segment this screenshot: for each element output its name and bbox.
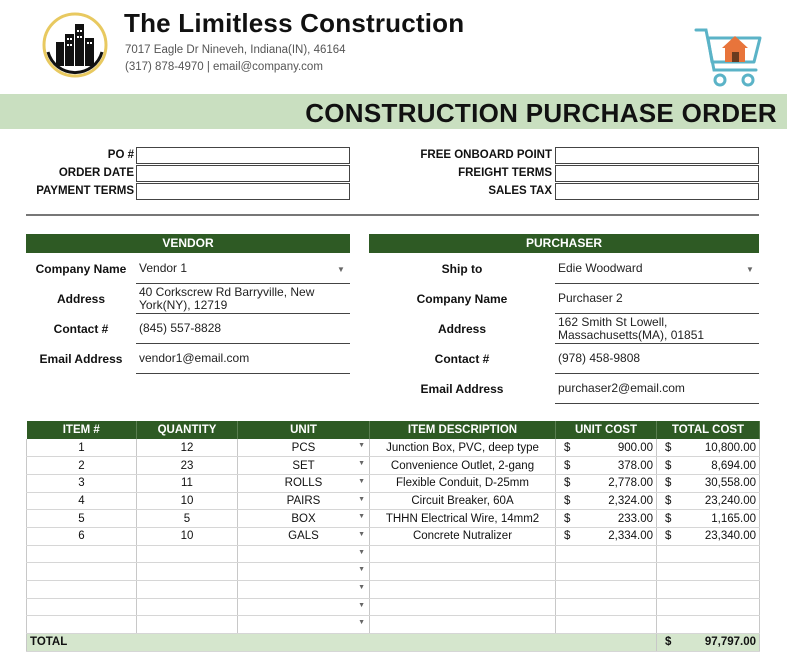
vendor-email-label: Email Address (39, 352, 123, 366)
item-quantity[interactable]: 10 (137, 527, 238, 545)
item-number[interactable] (27, 545, 137, 563)
company-address: 7017 Eagle Dr Nineveh, Indiana(IN), 46164 (125, 44, 346, 56)
item-unit-select[interactable] (238, 510, 370, 528)
item-unit-select[interactable] (238, 545, 370, 563)
item-quantity[interactable]: 5 (137, 510, 238, 528)
currency-symbol: $ (564, 441, 571, 454)
purchaser-contact-field[interactable]: (978) 458-9808 (555, 344, 759, 374)
dropdown-arrow-icon[interactable]: ▼ (358, 530, 365, 538)
items-table (26, 421, 760, 652)
dropdown-arrow-icon[interactable]: ▼ (358, 548, 365, 556)
table-row (27, 510, 760, 528)
item-total-cost-cell[interactable] (657, 474, 760, 492)
dropdown-arrow-icon[interactable]: ▼ (358, 460, 365, 468)
item-total-cost-cell[interactable] (657, 581, 760, 599)
item-number[interactable] (27, 581, 137, 599)
vendor-email-field[interactable]: vendor1@email.com (136, 344, 350, 374)
item-unit-cost-cell[interactable] (556, 616, 657, 634)
col-header-quantity: QUANTITY (137, 421, 238, 439)
item-number[interactable]: 3 (27, 474, 137, 492)
item-description[interactable] (370, 616, 556, 634)
item-unit-select[interactable] (238, 492, 370, 510)
vendor-address-field[interactable]: 40 Corkscrew Rd Barryville, New York(NY), 12719 (136, 284, 350, 314)
item-unit-select[interactable] (238, 581, 370, 599)
company-name: The Limitless Construction (124, 8, 465, 38)
purchaser-ship-to-select[interactable]: Edie Woodward (555, 254, 759, 284)
item-unit-cost: 2,778.00 (608, 477, 653, 490)
free-onboard-point-label: FREE ONBOARD POINT (420, 149, 552, 161)
item-unit-cost-cell[interactable] (556, 439, 657, 457)
sales-tax-label: SALES TAX (488, 185, 552, 197)
item-description[interactable] (370, 545, 556, 563)
order-date-label: ORDER DATE (58, 167, 134, 179)
item-total-cost-cell[interactable] (657, 510, 760, 528)
city-buildings-logo-icon (42, 12, 108, 78)
dropdown-arrow-icon[interactable]: ▼ (358, 566, 365, 574)
document-title: CONSTRUCTION PURCHASE ORDER (305, 98, 777, 128)
item-unit: SET (292, 459, 315, 472)
free-onboard-point-field[interactable] (555, 147, 759, 164)
item-unit: BOX (291, 512, 316, 525)
vendor-company-name-label: Company Name (35, 262, 127, 276)
item-unit-cost-cell[interactable] (556, 581, 657, 599)
item-unit-select[interactable] (238, 474, 370, 492)
item-unit-cost-cell[interactable] (556, 527, 657, 545)
item-unit: ROLLS (284, 477, 323, 490)
table-row (27, 563, 760, 581)
currency-symbol: $ (564, 512, 571, 525)
item-quantity[interactable] (137, 616, 238, 634)
table-row (27, 439, 760, 457)
item-unit-select[interactable] (238, 616, 370, 634)
item-total-cost-cell[interactable] (657, 545, 760, 563)
currency-symbol: $ (665, 530, 672, 543)
item-unit-cost: 2,324.00 (608, 494, 653, 507)
item-unit: PCS (291, 441, 316, 454)
item-unit-select[interactable] (238, 457, 370, 475)
item-quantity[interactable]: 11 (137, 474, 238, 492)
company-contact: (317) 878-4970 | email@company.com (125, 61, 323, 73)
item-quantity[interactable] (137, 545, 238, 563)
item-unit: GALS (288, 530, 319, 543)
item-unit-select[interactable] (238, 439, 370, 457)
col-header-description: ITEM DESCRIPTION (370, 421, 556, 439)
item-unit-select[interactable] (238, 598, 370, 616)
currency-symbol: $ (665, 441, 672, 454)
item-description[interactable]: Flexible Conduit, D-25mm (370, 474, 556, 492)
item-number[interactable]: 1 (27, 439, 137, 457)
grand-total-value: 97,797.00 (704, 636, 756, 649)
item-unit-cost: 900.00 (617, 441, 653, 454)
item-total-cost: 10,800.00 (704, 441, 756, 454)
item-quantity[interactable]: 23 (137, 457, 238, 475)
item-total-cost: 1,165.00 (711, 512, 756, 525)
item-unit-cost-cell[interactable] (556, 474, 657, 492)
item-unit: PAIRS (286, 494, 321, 507)
item-quantity[interactable]: 12 (137, 439, 238, 457)
purchaser-heading: PURCHASER (369, 234, 759, 253)
vendor-contact-label: Contact # (53, 322, 109, 336)
item-description[interactable] (370, 598, 556, 616)
currency-symbol: $ (665, 494, 672, 507)
dropdown-arrow-icon[interactable]: ▼ (358, 513, 365, 521)
po-number-label: PO # (107, 149, 134, 161)
dropdown-arrow-icon[interactable]: ▼ (358, 477, 365, 485)
table-row (27, 598, 760, 616)
item-description[interactable]: Junction Box, PVC, deep type (370, 439, 556, 457)
purchaser-address-label: Address (437, 322, 487, 336)
purchaser-contact-label: Contact # (434, 352, 490, 366)
col-header-item: ITEM # (27, 421, 137, 439)
table-row (27, 492, 760, 510)
currency-symbol: $ (665, 459, 672, 472)
item-unit-cost-cell[interactable] (556, 457, 657, 475)
item-total-cost-cell[interactable] (657, 527, 760, 545)
item-description[interactable] (370, 563, 556, 581)
currency-symbol: $ (564, 459, 571, 472)
payment-terms-label: PAYMENT TERMS (36, 185, 134, 197)
item-unit-cost: 2,334.00 (608, 530, 653, 543)
item-unit-cost: 378.00 (617, 459, 653, 472)
total-label: TOTAL (27, 634, 657, 652)
item-description[interactable]: Circuit Breaker, 60A (370, 492, 556, 510)
section-divider (26, 214, 759, 216)
item-unit-select[interactable] (238, 563, 370, 581)
po-number-field[interactable] (136, 147, 350, 164)
table-row (27, 581, 760, 599)
item-number[interactable] (27, 616, 137, 634)
col-header-unit: UNIT (238, 421, 370, 439)
item-unit-cost-cell[interactable] (556, 492, 657, 510)
item-quantity[interactable]: 10 (137, 492, 238, 510)
currency-symbol: $ (665, 636, 672, 649)
table-row (27, 527, 760, 545)
item-unit-cost-cell[interactable] (556, 545, 657, 563)
currency-symbol: $ (564, 494, 571, 507)
sales-tax-field[interactable] (555, 183, 759, 200)
item-number[interactable]: 2 (27, 457, 137, 475)
table-row (27, 474, 760, 492)
item-unit-cost-cell[interactable] (556, 598, 657, 616)
currency-symbol: $ (665, 477, 672, 490)
vendor-company-name-select[interactable]: Vendor 1 (136, 254, 350, 284)
col-header-unit-cost: UNIT COST (556, 421, 657, 439)
item-total-cost: 30,558.00 (704, 477, 756, 490)
item-total-cost: 23,340.00 (704, 530, 756, 543)
item-number[interactable]: 4 (27, 492, 137, 510)
item-total-cost-cell[interactable] (657, 492, 760, 510)
item-number[interactable] (27, 598, 137, 616)
vendor-address-label: Address (56, 292, 106, 306)
table-row (27, 545, 760, 563)
purchaser-email-label: Email Address (420, 382, 504, 396)
table-row (27, 457, 760, 475)
item-description[interactable]: Convenience Outlet, 2-gang (370, 457, 556, 475)
purchaser-email-field[interactable]: purchaser2@email.com (555, 374, 759, 404)
item-total-cost-cell[interactable] (657, 563, 760, 581)
item-total-cost-cell[interactable] (657, 439, 760, 457)
purchaser-company-name-field[interactable]: Purchaser 2 (555, 284, 759, 314)
item-description[interactable] (370, 581, 556, 599)
item-description[interactable]: THHN Electrical Wire, 14mm2 (370, 510, 556, 528)
dropdown-arrow-icon[interactable]: ▼ (337, 265, 345, 274)
dropdown-arrow-icon[interactable]: ▼ (358, 442, 365, 449)
vendor-contact-field[interactable]: (845) 557-8828 (136, 314, 350, 344)
item-unit-cost-cell[interactable] (556, 510, 657, 528)
item-total-cost-cell[interactable] (657, 598, 760, 616)
table-row (27, 616, 760, 634)
item-number[interactable]: 5 (27, 510, 137, 528)
purchaser-company-name-label: Company Name (416, 292, 508, 306)
item-quantity[interactable] (137, 563, 238, 581)
vendor-heading: VENDOR (26, 234, 350, 253)
payment-terms-field[interactable] (136, 183, 350, 200)
purchaser-address-field[interactable]: 162 Smith St Lowell, Massachusetts(MA), 01851 (555, 314, 759, 344)
item-quantity[interactable] (137, 581, 238, 599)
freight-terms-label: FREIGHT TERMS (458, 167, 552, 179)
dropdown-arrow-icon[interactable]: ▼ (358, 584, 365, 591)
item-unit-cost: 233.00 (617, 512, 653, 525)
total-value-cell (657, 634, 760, 652)
item-unit-cost-cell[interactable] (556, 563, 657, 581)
dropdown-arrow-icon[interactable]: ▼ (358, 619, 365, 627)
currency-symbol: $ (564, 530, 571, 543)
item-description[interactable]: Concrete Nutralizer (370, 527, 556, 545)
currency-symbol: $ (665, 512, 672, 525)
col-header-total-cost: TOTAL COST (657, 421, 760, 439)
item-total-cost-cell[interactable] (657, 616, 760, 634)
dropdown-arrow-icon[interactable]: ▼ (746, 265, 754, 274)
item-total-cost: 8,694.00 (711, 459, 756, 472)
total-row (27, 634, 760, 652)
item-number[interactable] (27, 563, 137, 581)
item-unit-select[interactable] (238, 527, 370, 545)
item-quantity[interactable] (137, 598, 238, 616)
item-total-cost: 23,240.00 (704, 494, 756, 507)
dropdown-arrow-icon[interactable]: ▼ (358, 601, 365, 609)
shopping-cart-house-icon (694, 24, 764, 90)
freight-terms-field[interactable] (555, 165, 759, 182)
order-date-field[interactable] (136, 165, 350, 182)
dropdown-arrow-icon[interactable]: ▼ (358, 495, 365, 503)
title-band (0, 94, 787, 129)
currency-symbol: $ (564, 477, 571, 490)
table-header-row (27, 421, 760, 439)
item-total-cost-cell[interactable] (657, 457, 760, 475)
item-number[interactable]: 6 (27, 527, 137, 545)
purchaser-ship-to-label: Ship to (441, 262, 483, 276)
